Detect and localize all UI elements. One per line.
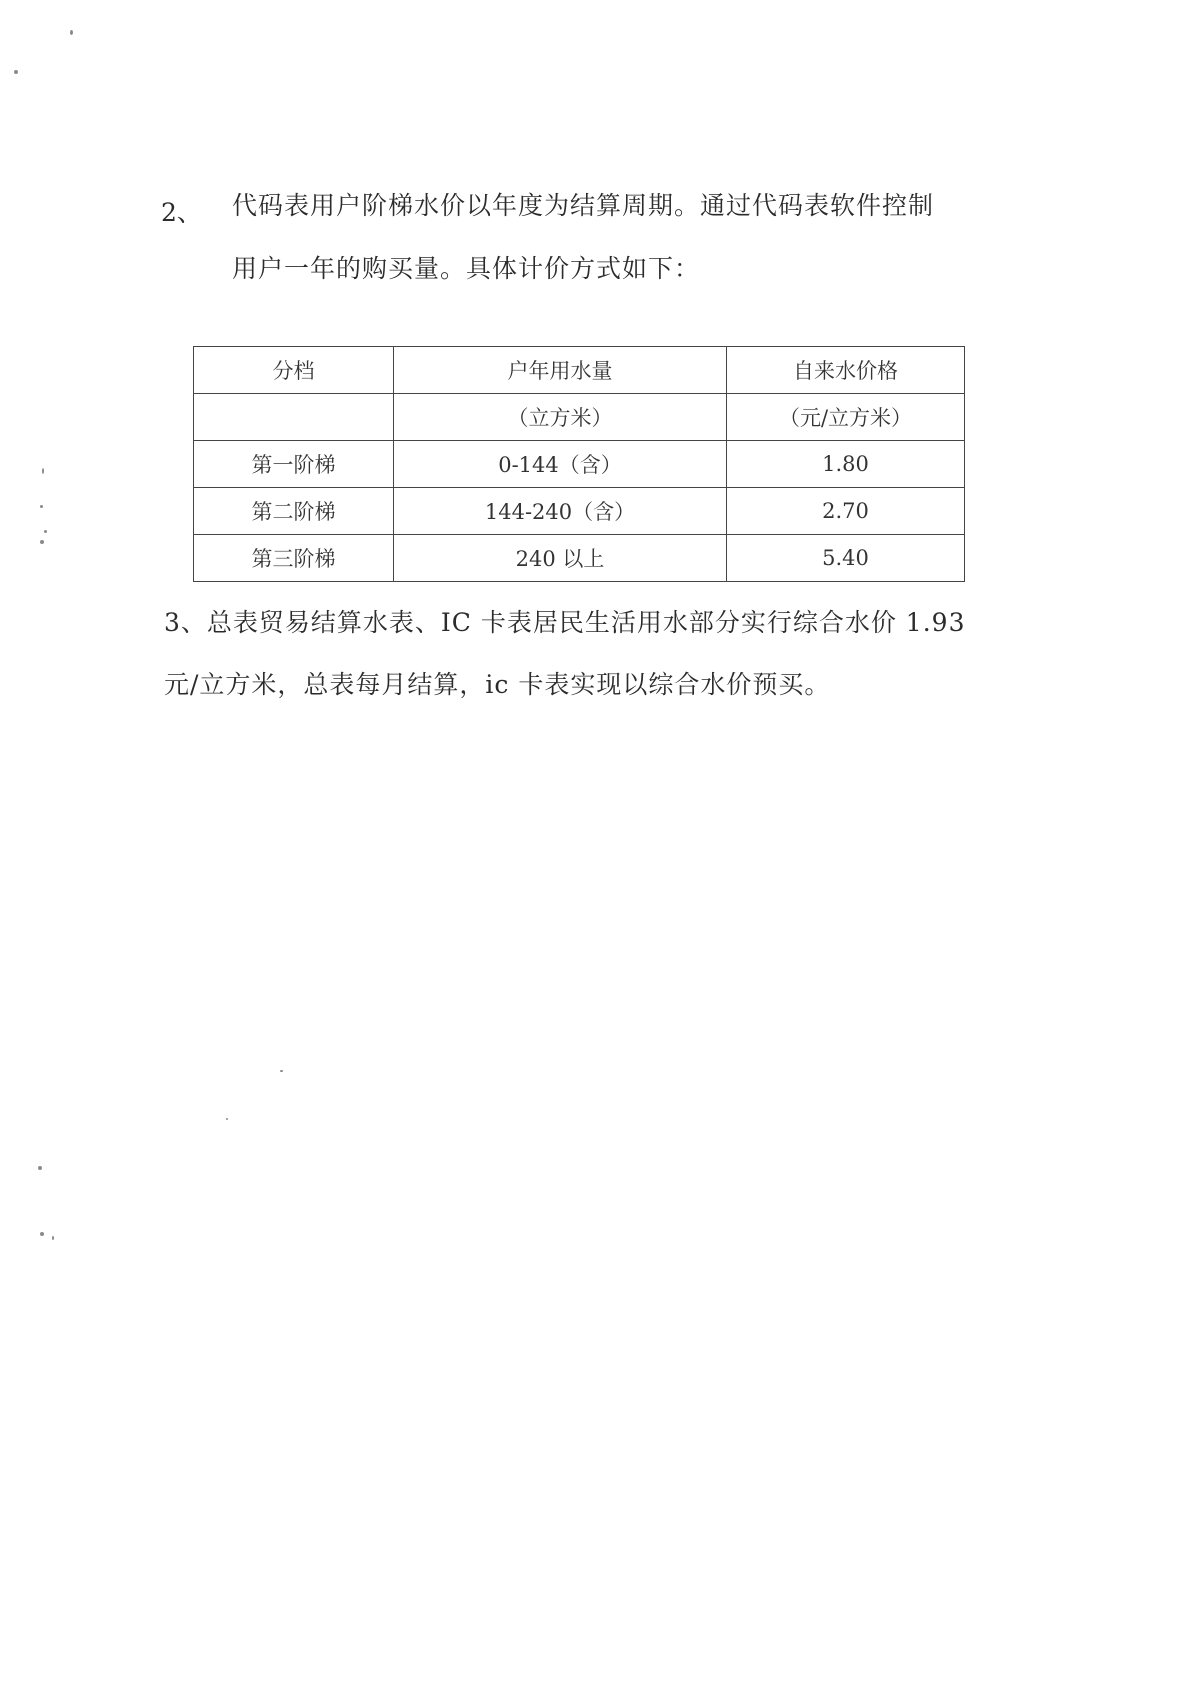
- section-3-text-line-2: 元/立方米，总表每月结算，ic 卡表实现以综合水价预买。: [164, 670, 831, 699]
- table-cell: 第二阶梯: [194, 488, 394, 535]
- scan-speck: [42, 468, 44, 474]
- table-header-cell: 自来水价格: [727, 347, 965, 394]
- table-units-cell: （立方米）: [394, 394, 727, 441]
- table-header-cell: 户年用水量: [394, 347, 727, 394]
- section-2-number: 2、: [161, 198, 202, 227]
- table-row: [194, 441, 965, 488]
- table-cell: 0-144（含）: [394, 441, 727, 488]
- scan-speck: [40, 505, 43, 508]
- scan-speck: [44, 530, 47, 533]
- scan-speck: [38, 1166, 42, 1170]
- table-units-cell: [194, 394, 394, 441]
- table-cell: 5.40: [727, 535, 965, 582]
- table-units-row: [194, 394, 965, 441]
- table-cell: 第三阶梯: [194, 535, 394, 582]
- scan-speck: [40, 1232, 44, 1236]
- scan-speck: [70, 30, 73, 35]
- section-3-text-line-1: 3、总表贸易结算水表、IC 卡表居民生活用水部分实行综合水价 1.93: [164, 608, 966, 637]
- scan-speck: [280, 1070, 283, 1072]
- scan-speck: [40, 540, 44, 544]
- table-cell: 1.80: [727, 441, 965, 488]
- table-cell: 2.70: [727, 488, 965, 535]
- section-2-text-line-1: 代码表用户阶梯水价以年度为结算周期。通过代码表软件控制: [232, 191, 935, 220]
- scan-speck: [52, 1236, 54, 1240]
- tiered-price-table: [193, 346, 965, 582]
- table-header-cell: 分档: [194, 347, 394, 394]
- table-cell: 240 以上: [394, 535, 727, 582]
- table-row: [194, 535, 965, 582]
- table-header-row: [194, 347, 965, 394]
- table-row: [194, 488, 965, 535]
- scan-speck: [14, 70, 18, 74]
- table-cell: 144-240（含）: [394, 488, 727, 535]
- table-cell: 第一阶梯: [194, 441, 394, 488]
- section-2-text-line-2: 用户一年的购买量。具体计价方式如下：: [232, 254, 701, 283]
- table-units-cell: （元/立方米）: [727, 394, 965, 441]
- scan-speck: [226, 1118, 228, 1120]
